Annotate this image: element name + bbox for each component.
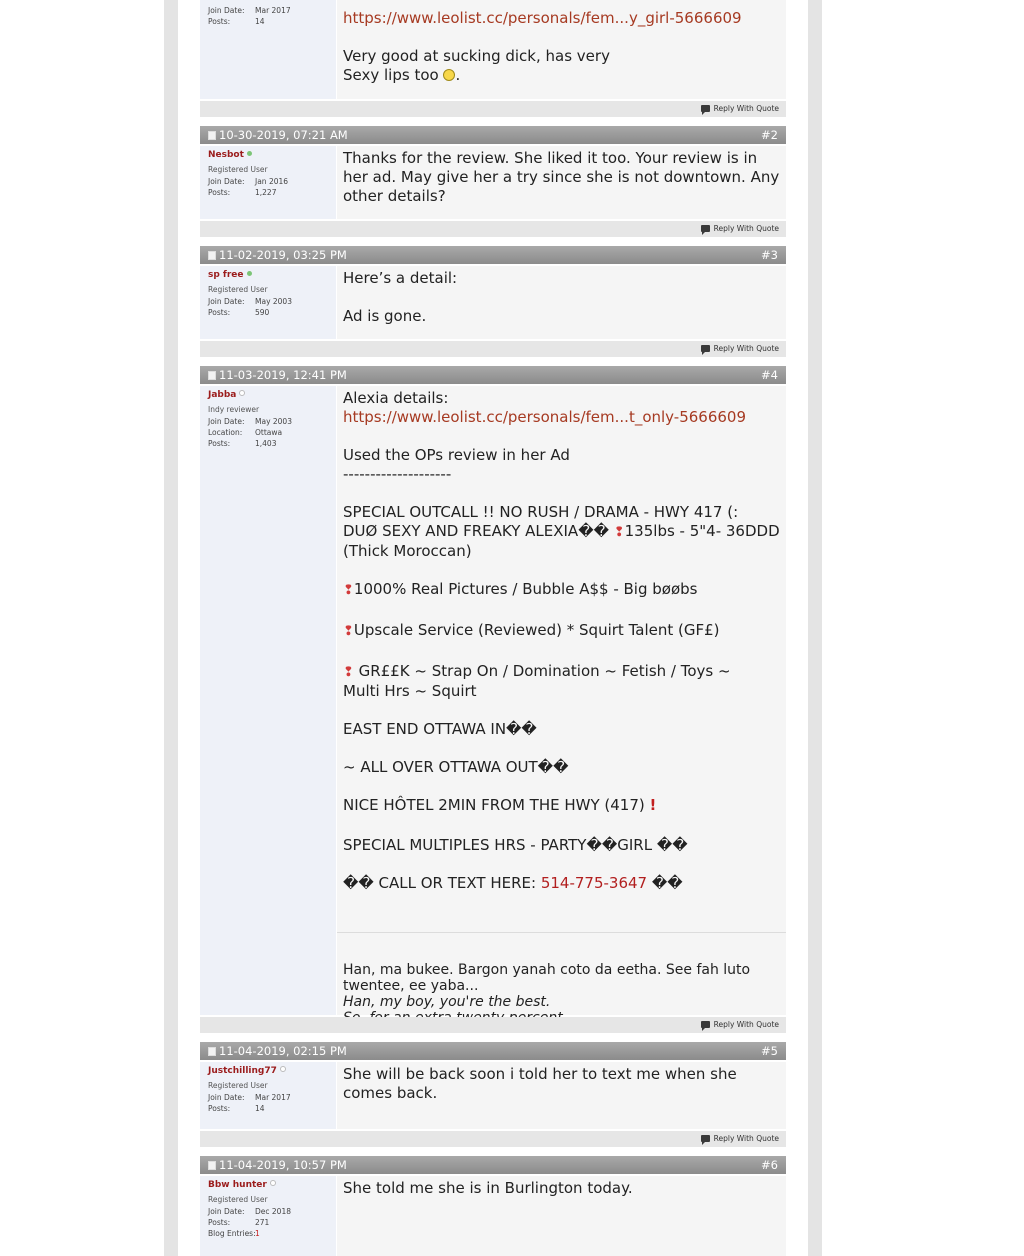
post-number-link[interactable]: #2 bbox=[761, 128, 778, 142]
user-info bbox=[200, 146, 336, 219]
message-text: Here’s a detail: Ad is gone. bbox=[343, 269, 458, 325]
message-text: She told me she is in Burlington today. bbox=[343, 1179, 633, 1197]
message-body bbox=[337, 1062, 786, 1129]
user-stat-posts: Posts: 14 bbox=[208, 17, 265, 26]
pin-icon: ❢ bbox=[343, 583, 354, 598]
reply-with-quote-button[interactable]: Reply With Quote bbox=[701, 1020, 779, 1030]
quote-icon bbox=[701, 1021, 710, 1028]
user-stat-posts: Posts: 14 bbox=[208, 1104, 265, 1113]
user-stat-posts: Posts: 1,403 bbox=[208, 439, 277, 448]
signature: Han, ma bukee. Bargon yanah coto da eetha. See fah luto twentee, ee yaba... Han, my boy, you're the best. bbox=[343, 962, 751, 1010]
message-text: She will be back soon i told her to text me when she comes back. bbox=[343, 1065, 737, 1102]
message-text: Alexia details: https://www.leolist.cc/personals/fem...t_only-5666609 Used the OPs review in her Ad -------------------- SPECIAL OUTCALL !! NO RUSH / DRAMA - HWY 417 (: DUØ SEXY AND FREAKY ALEXIA�� ❢135lbs - 5"4- 36DDD (Thick Moroccan) ❢1000% Real Pictures / Bubble A$$ - Big bøøbs ❢Upscale Service (Reviewed) * Squirt Talent (GF£) ❢ GR££K ~ Strap On / Domination ~ Fetish / Toys ~ Multi Hrs ~ Squirt EAST END OTTAWA IN�� ~ ALL OVER OTTAWA OUT�� NICE HÔTEL 2MIN FROM THE HWY (417) ! SPECIAL MULTIPLES HRS - PARTY��GIRL �� �� CALL OR TEXT HERE: 514-775-3647 �� bbox=[343, 389, 780, 892]
message-text: Thanks for the review. She liked it too. Your review is in her ad. May give her a try since she is not downtown. Any other details? bbox=[343, 149, 780, 205]
username-link[interactable]: Bbw hunter bbox=[208, 1180, 276, 1190]
pin-icon: ❢ bbox=[613, 525, 625, 540]
smiley-icon bbox=[443, 69, 455, 81]
offline-status-icon bbox=[280, 1066, 286, 1072]
username-link[interactable]: sp free bbox=[208, 270, 252, 280]
user-info bbox=[200, 1062, 336, 1129]
quote-icon bbox=[701, 345, 710, 352]
user-info bbox=[200, 0, 336, 99]
post-number-link[interactable]: #3 bbox=[761, 248, 778, 262]
user-title: Indy reviewer bbox=[208, 405, 260, 414]
quote-icon bbox=[701, 105, 710, 112]
user-title: Registered User bbox=[208, 1081, 268, 1090]
post-number-link[interactable]: #4 bbox=[761, 368, 778, 382]
message-text: https://www.leolist.cc/personals/fem...y_girl-5666609 Very good at sucking dick, has very Sexy lips too . bbox=[343, 9, 742, 84]
post-footer bbox=[200, 221, 786, 237]
user-stat-posts: Posts: 590 bbox=[208, 308, 270, 317]
reply-with-quote-button[interactable]: Reply With Quote bbox=[701, 224, 779, 234]
offline-status-icon bbox=[270, 1180, 276, 1186]
post-date: 11-04-2019, 10:57 PM bbox=[219, 1158, 347, 1172]
post-date: 10-30-2019, 07:21 AM bbox=[219, 128, 348, 142]
post-header bbox=[200, 366, 786, 384]
post-date: 11-04-2019, 02:15 PM bbox=[219, 1044, 347, 1058]
online-status-icon bbox=[247, 151, 252, 156]
reply-with-quote-button[interactable]: Reply With Quote bbox=[701, 1134, 779, 1144]
post-header bbox=[200, 1042, 786, 1060]
offline-status-icon bbox=[239, 390, 245, 396]
ad-link[interactable]: https://www.leolist.cc/personals/fem...y_girl-5666609 bbox=[343, 9, 742, 27]
phone-number-link[interactable]: 514-775-3647 bbox=[540, 874, 648, 892]
reply-with-quote-button[interactable]: Reply With Quote bbox=[701, 344, 779, 354]
username-link[interactable]: Nesbot bbox=[208, 150, 252, 160]
username-link[interactable]: Justchilling77 bbox=[208, 1066, 286, 1076]
message-body bbox=[337, 1176, 786, 1256]
message-body bbox=[337, 146, 786, 219]
user-stat-join: Join Date: May 2003 bbox=[208, 417, 292, 426]
user-stat-join: Join Date: May 2003 bbox=[208, 297, 292, 306]
user-info bbox=[200, 266, 336, 339]
message-body bbox=[337, 386, 786, 1015]
post-header bbox=[200, 1156, 786, 1174]
user-stat-posts: Posts: 271 bbox=[208, 1218, 270, 1227]
post-icon bbox=[208, 1161, 216, 1170]
post-date: 11-02-2019, 03:25 PM bbox=[219, 248, 347, 262]
post-footer bbox=[200, 1017, 786, 1033]
reply-with-quote-button[interactable]: Reply With Quote bbox=[701, 104, 779, 114]
user-stat-blog: Blog Entries:1 bbox=[208, 1229, 260, 1238]
post-footer bbox=[200, 341, 786, 357]
user-stat-join: Join Date: Dec 2018 bbox=[208, 1207, 291, 1216]
user-title: Registered User bbox=[208, 1195, 268, 1204]
user-stat-join: Join Date: Mar 2017 bbox=[208, 6, 291, 15]
post-footer bbox=[200, 1131, 786, 1147]
message-body bbox=[337, 266, 786, 339]
post-number-link[interactable]: #5 bbox=[761, 1044, 778, 1058]
user-stat-posts: Posts: 1,227 bbox=[208, 188, 277, 197]
post-date: 11-03-2019, 12:41 PM bbox=[219, 368, 347, 382]
post-number-link[interactable]: #6 bbox=[761, 1158, 778, 1172]
user-title: Registered User bbox=[208, 285, 268, 294]
post-header bbox=[200, 246, 786, 264]
user-stat-location: Location: Ottawa bbox=[208, 428, 283, 437]
user-info bbox=[200, 386, 336, 1015]
post-icon bbox=[208, 131, 216, 140]
exclamation-icon: ! bbox=[649, 796, 657, 814]
pin-icon: ❢ bbox=[343, 624, 354, 639]
user-stat-join: Join Date: Jan 2016 bbox=[208, 177, 289, 186]
pin-icon: ❢ bbox=[343, 665, 354, 680]
post-icon bbox=[208, 251, 216, 260]
post-icon bbox=[208, 1047, 216, 1056]
post-footer bbox=[200, 101, 786, 117]
signature-divider bbox=[337, 932, 786, 933]
username-link[interactable]: Jabba bbox=[208, 390, 245, 400]
quote-icon bbox=[701, 225, 710, 232]
post-header bbox=[200, 126, 786, 144]
post-icon bbox=[208, 371, 216, 380]
quote-icon bbox=[701, 1135, 710, 1142]
online-status-icon bbox=[247, 271, 252, 276]
message-body bbox=[337, 0, 786, 99]
user-info bbox=[200, 1176, 336, 1256]
ad-link[interactable]: https://www.leolist.cc/personals/fem...t_only-5666609 bbox=[343, 408, 747, 426]
blog-entries-link[interactable]: 1 bbox=[255, 1229, 260, 1238]
user-stat-join: Join Date: Mar 2017 bbox=[208, 1093, 291, 1102]
user-title: Registered User bbox=[208, 165, 268, 174]
